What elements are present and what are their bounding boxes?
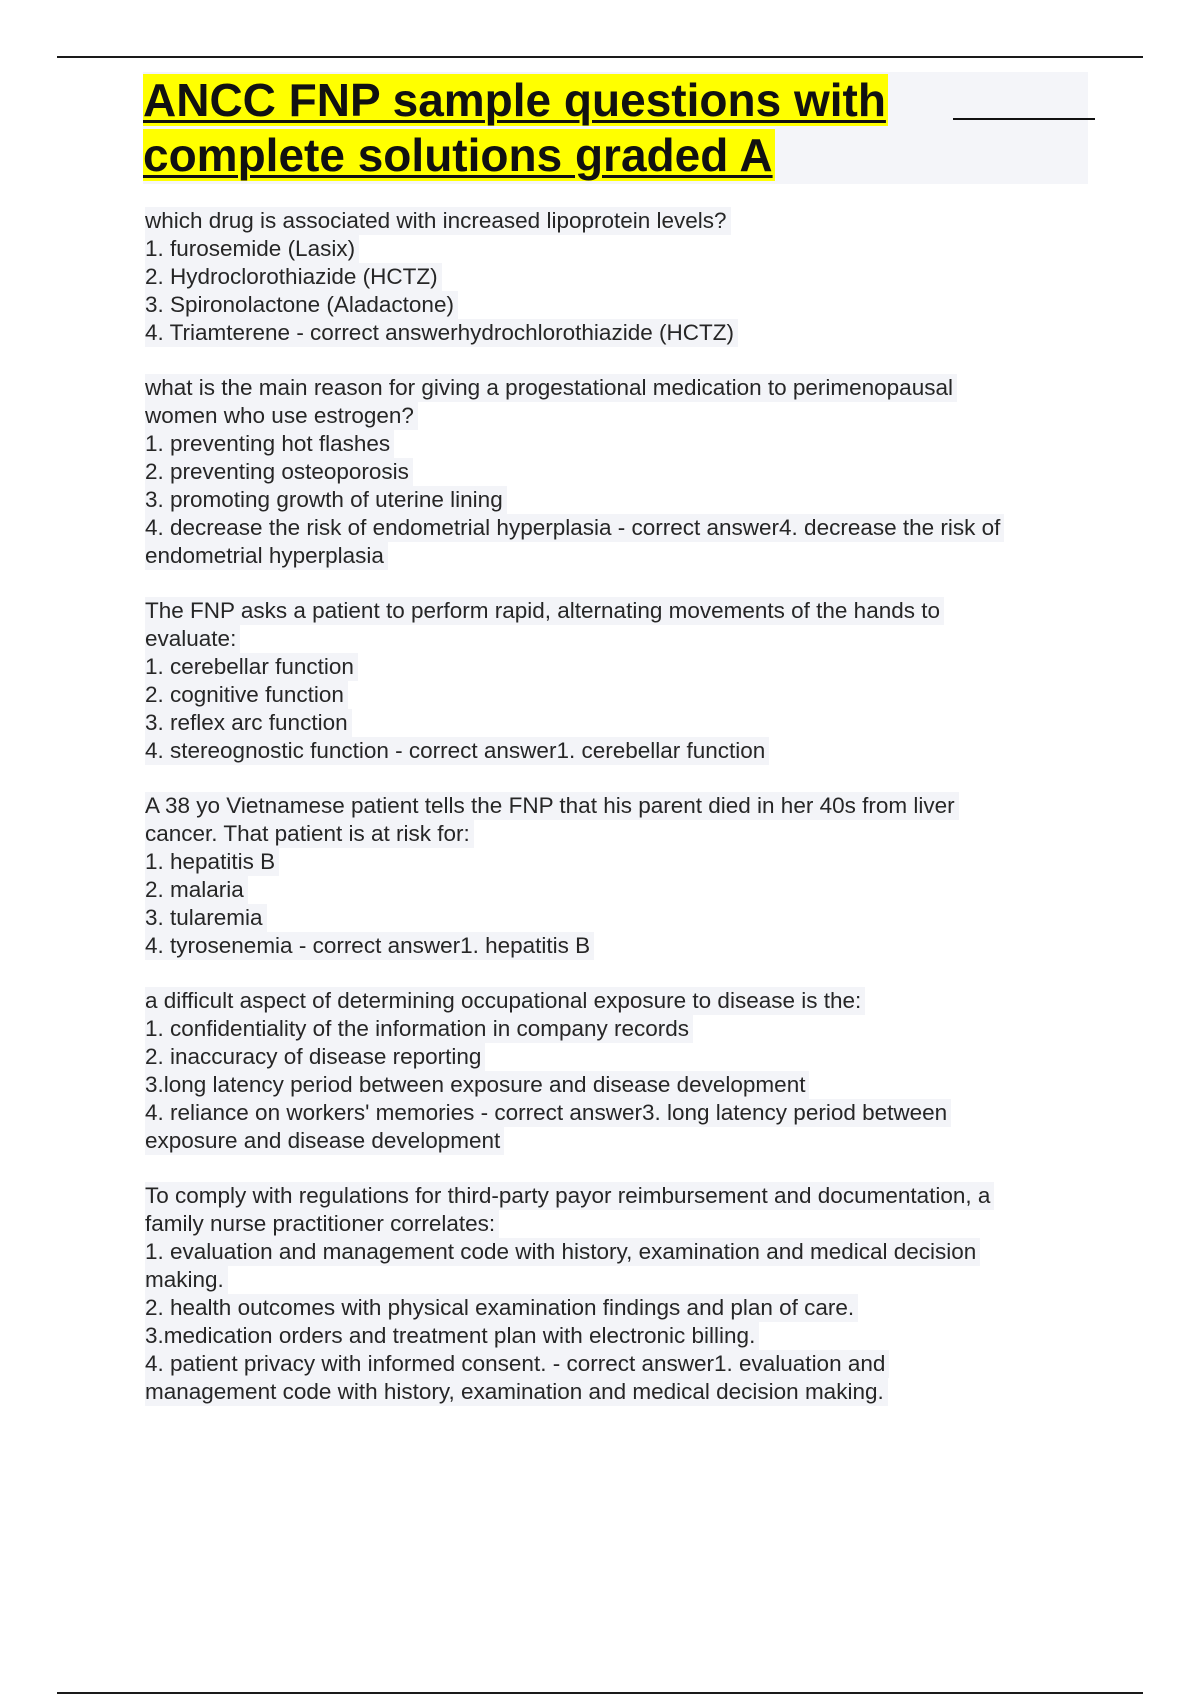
questions-list xyxy=(145,207,1085,1433)
question-text-line: The FNP asks a patient to perform rapid, alternating movements of the hands to xyxy=(145,597,944,625)
question-block xyxy=(145,987,1085,1155)
document-title xyxy=(143,72,1088,184)
title-line-2: complete solutions graded A xyxy=(143,129,773,181)
question-line: 2. preventing osteoporosis xyxy=(145,458,413,486)
title-underline-tail xyxy=(953,118,1095,120)
question-line: 4. decrease the risk of endometrial hyperplasia - correct answer4. decrease the risk of xyxy=(145,514,1004,542)
top-rule xyxy=(57,56,1143,58)
question-line: 1. cerebellar function xyxy=(145,653,358,681)
question-line: making. xyxy=(145,1266,228,1294)
question-line: 4. patient privacy with informed consent. - correct answer1. evaluation and xyxy=(145,1350,889,1378)
question-line: 4. reliance on workers' memories - correct answer3. long latency period between xyxy=(145,1099,951,1127)
question-text-line: which drug is associated with increased lipoprotein levels? xyxy=(145,207,731,235)
question-line: 1. evaluation and management code with history, examination and medical decision xyxy=(145,1238,980,1266)
question-text-line: To comply with regulations for third-party payor reimbursement and documentation, a xyxy=(145,1182,994,1210)
question-block xyxy=(145,597,1085,765)
question-line: 2. malaria xyxy=(145,876,248,904)
question-line: family nurse practitioner correlates: xyxy=(145,1210,499,1238)
question-line: evaluate: xyxy=(145,625,240,653)
question-line: 3. reflex arc function xyxy=(145,709,352,737)
question-block xyxy=(145,792,1085,960)
question-line: 1. hepatitis B xyxy=(145,848,279,876)
question-line: 4. stereognostic function - correct answer1. cerebellar function xyxy=(145,737,769,765)
question-line: 3. tularemia xyxy=(145,904,267,932)
question-line: cancer. That patient is at risk for: xyxy=(145,820,474,848)
question-line: 2. Hydroclorothiazide (HCTZ) xyxy=(145,263,442,291)
question-line: 4. Triamterene - correct answerhydrochlorothiazide (HCTZ) xyxy=(145,319,738,347)
question-line: 1. preventing hot flashes xyxy=(145,430,394,458)
question-line: 1. furosemide (Lasix) xyxy=(145,235,359,263)
question-line: 3.long latency period between exposure and disease development xyxy=(145,1071,809,1099)
question-text-line: a difficult aspect of determining occupational exposure to disease is the: xyxy=(145,987,865,1015)
question-block xyxy=(145,374,1085,570)
question-line: women who use estrogen? xyxy=(145,402,418,430)
question-line: 4. tyrosenemia - correct answer1. hepatitis B xyxy=(145,932,594,960)
bottom-rule xyxy=(57,1692,1143,1694)
question-line: 3.medication orders and treatment plan with electronic billing. xyxy=(145,1322,759,1350)
question-block xyxy=(145,207,1085,347)
question-line: endometrial hyperplasia xyxy=(145,542,388,570)
question-line: 1. confidentiality of the information in company records xyxy=(145,1015,693,1043)
question-line: management code with history, examination and medical decision making. xyxy=(145,1378,888,1406)
question-text-line: A 38 yo Vietnamese patient tells the FNP that his parent died in her 40s from liver xyxy=(145,792,959,820)
question-text-line: what is the main reason for giving a progestational medication to perimenopausal xyxy=(145,374,957,402)
question-line: 2. cognitive function xyxy=(145,681,348,709)
question-line: exposure and disease development xyxy=(145,1127,504,1155)
question-line: 2. health outcomes with physical examination findings and plan of care. xyxy=(145,1294,858,1322)
question-line: 3. promoting growth of uterine lining xyxy=(145,486,507,514)
title-line-1: ANCC FNP sample questions with xyxy=(143,74,886,126)
question-block xyxy=(145,1182,1085,1406)
question-line: 3. Spironolactone (Aladactone) xyxy=(145,291,458,319)
question-line: 2. inaccuracy of disease reporting xyxy=(145,1043,485,1071)
